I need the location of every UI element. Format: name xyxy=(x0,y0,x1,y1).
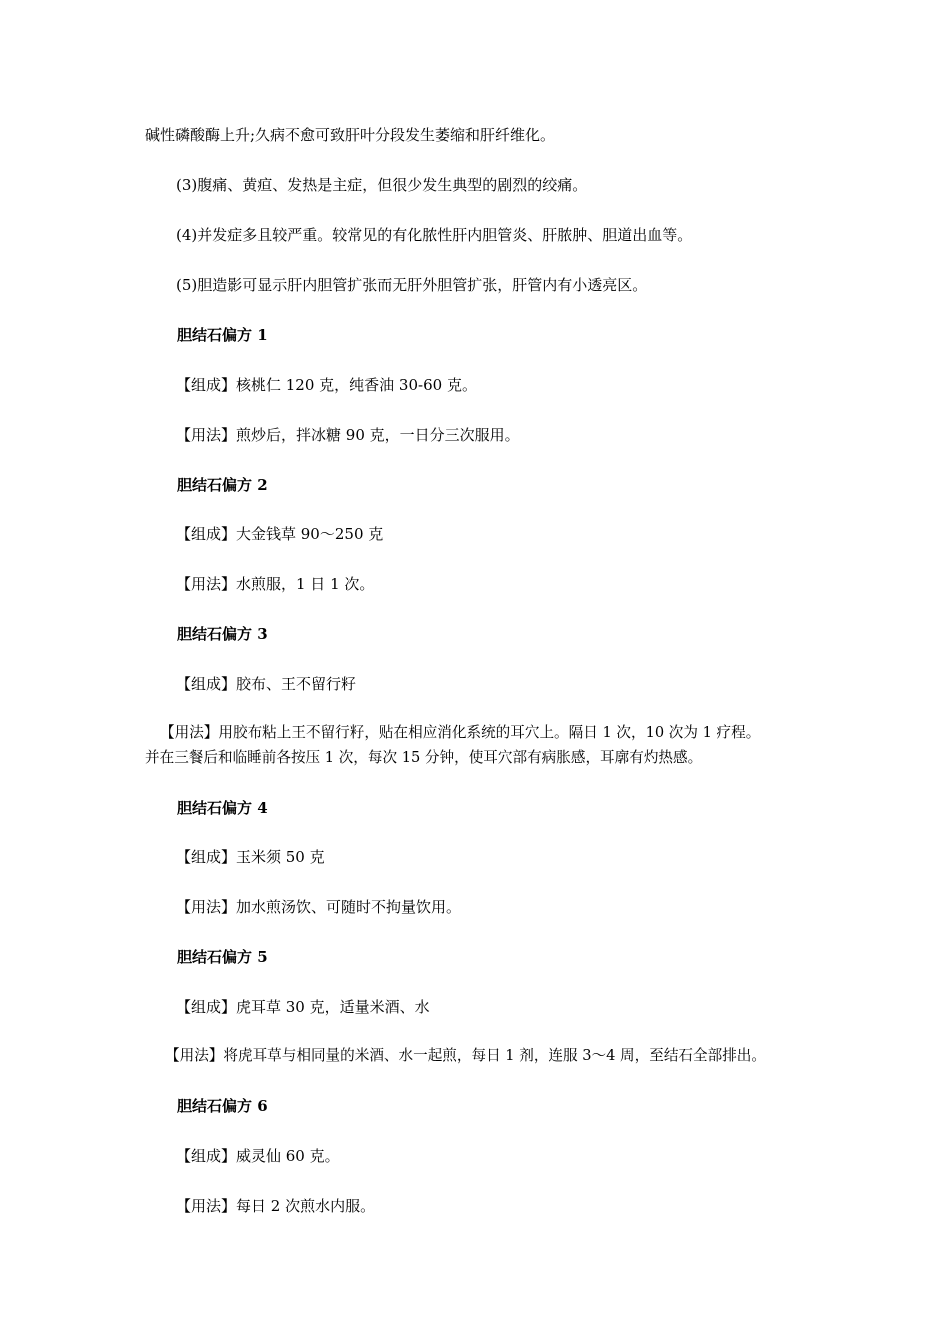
recipe-title: 胆结石偏方 1 xyxy=(177,326,268,344)
recipe-composition: 【组成】胶布、王不留行籽 xyxy=(176,675,357,693)
recipe-title: 胆结石偏方 6 xyxy=(177,1097,268,1115)
recipe-composition: 【组成】大金钱草 90～250 克 xyxy=(176,525,384,543)
recipe-usage: 【用法】将虎耳草与相同量的米酒、水一起煎，每日 1 剂，连服 3～4 周，至结石全部排出。 xyxy=(165,1047,766,1064)
recipe-usage-continued: 并在三餐后和临睡前各按压 1 次，每次 15 分钟，使耳穴部有病胀感，耳廓有灼热感。 xyxy=(145,749,703,766)
recipe-composition: 【组成】威灵仙 60 克。 xyxy=(176,1147,340,1165)
recipe-title: 胆结石偏方 4 xyxy=(177,799,268,817)
paragraph-line: 碱性磷酸酶上升;久病不愈可致肝叶分段发生萎缩和肝纤维化。 xyxy=(145,126,556,144)
recipe-usage: 【用法】水煎服，1 日 1 次。 xyxy=(176,575,375,593)
recipe-usage: 【用法】煎炒后，拌冰糖 90 克，一日分三次服用。 xyxy=(176,426,520,444)
paragraph-line: (5)胆造影可显示肝内胆管扩张而无肝外胆管扩张，肝管内有小透亮区。 xyxy=(176,276,648,294)
recipe-usage: 【用法】加水煎汤饮、可随时不拘量饮用。 xyxy=(176,898,462,916)
recipe-usage: 【用法】每日 2 次煎水内服。 xyxy=(176,1197,376,1215)
recipe-composition: 【组成】核桃仁 120 克，纯香油 30-60 克。 xyxy=(176,376,477,394)
recipe-composition: 【组成】虎耳草 30 克，适量米酒、水 xyxy=(176,998,430,1016)
paragraph-line: (3)腹痛、黄疸、发热是主症，但很少发生典型的剧烈的绞痛。 xyxy=(176,176,588,194)
recipe-usage: 【用法】用胶布粘上王不留行籽，贴在相应消化系统的耳穴上。隔日 1 次，10 次为 1 疗程。 xyxy=(160,724,761,741)
recipe-title: 胆结石偏方 3 xyxy=(177,625,268,643)
recipe-title: 胆结石偏方 5 xyxy=(177,948,268,966)
paragraph-line: (4)并发症多且较严重。较常见的有化脓性肝内胆管炎、肝脓肿、胆道出血等。 xyxy=(176,226,693,244)
recipe-composition: 【组成】玉米须 50 克 xyxy=(176,848,325,866)
recipe-title: 胆结石偏方 2 xyxy=(177,476,268,494)
